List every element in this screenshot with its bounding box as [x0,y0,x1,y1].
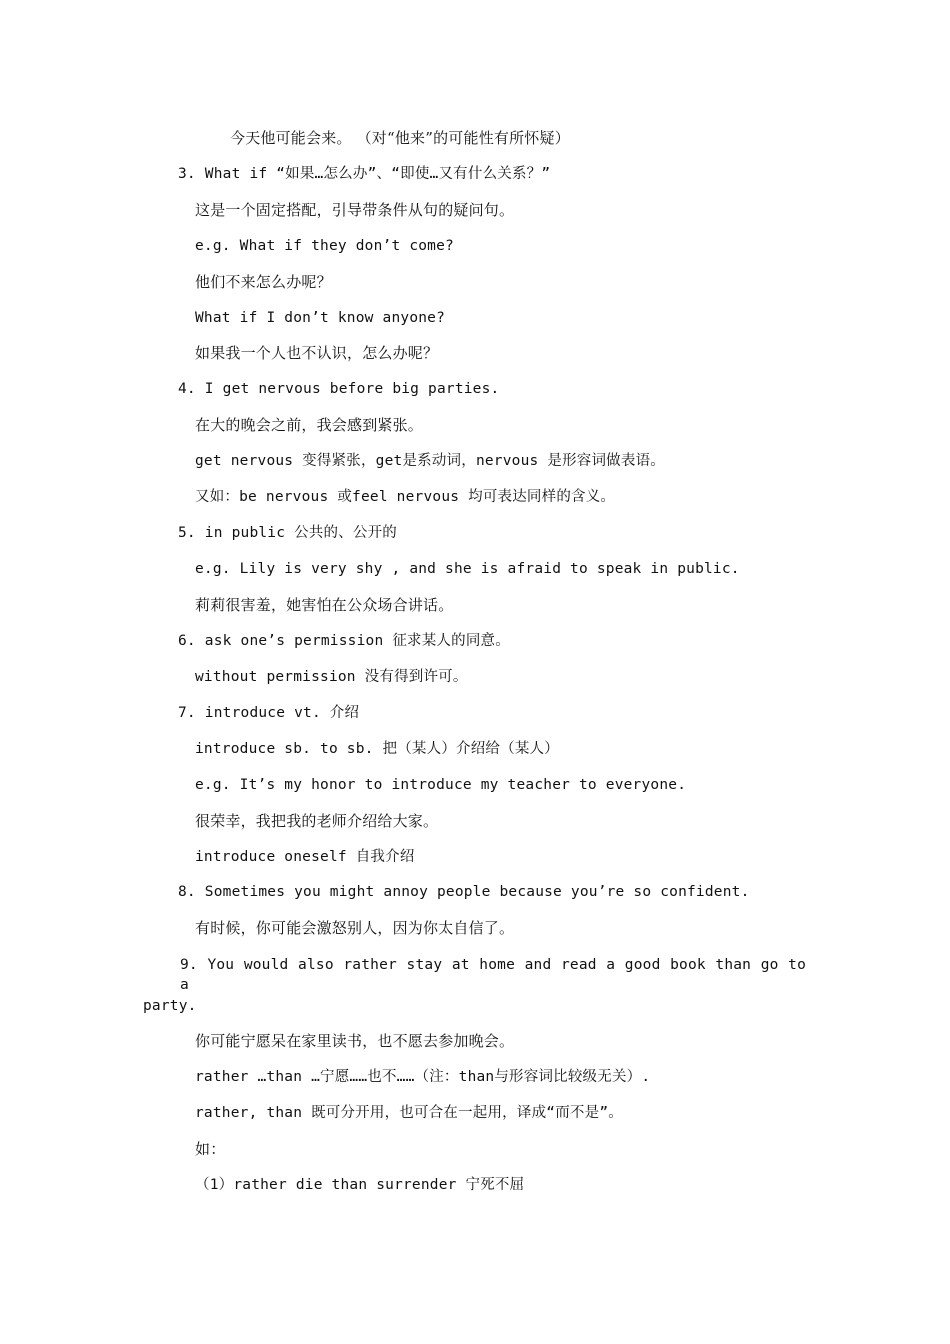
text-line: 莉莉很害羞，她害怕在公众场合讲话。 [195,596,454,614]
text-line: 有时候，你可能会激怒别人，因为你太自信了。 [195,919,515,937]
text-line: introduce sb. to sb. 把（某人）介绍给（某人） [195,741,559,757]
item-heading-5: 5. in public 公共的、公开的 [178,525,397,541]
item-heading-7: 7. introduce vt. 介绍 [178,705,360,721]
text-line: without permission 没有得到许可。 [195,669,468,685]
text-line: 你可能宁愿呆在家里读书，也不愿去参加晚会。 [195,1032,515,1050]
text-line: introduce oneself 自我介绍 [195,849,415,865]
text-line: 又如：be nervous 或feel nervous 均可表达同样的含义。 [195,489,616,505]
text-line: 很荣幸，我把我的老师介绍给大家。 [195,812,439,830]
text-line: 今天他可能会来。 （对“他来”的可能性有所怀疑） [230,129,570,147]
text-line: get nervous 变得紧张，get是系动词，nervous 是形容词做表语。 [195,453,665,469]
text-line: 如果我一个人也不认识，怎么办呢？ [195,344,439,362]
item-heading-8: 8. Sometimes you might annoy people because you’re so confident. [178,884,750,900]
text-line: rather …than …宁愿……也不……（注：than与形容词比较级无关）. [195,1069,651,1085]
example-line: e.g. It’s my honor to introduce my teacher to everyone. [195,777,687,793]
example-line: e.g. What if they don’t come? [195,238,454,254]
text-line: rather, than 既可分开用，也可合在一起用，译成“而不是”。 [195,1105,623,1121]
item-heading-9: 9. You would also rather stay at home and read a good book than go to a [180,957,806,993]
example-line: e.g. Lily is very shy , and she is afraid to speak in public. [195,561,740,577]
text-line: 这是一个固定搭配，引导带条件从句的疑问句。 [195,201,515,219]
item-heading-6: 6. ask one’s permission 征求某人的同意。 [178,633,510,649]
item-heading-3: 3. What if “如果…怎么办”、“即使…又有什么关系？” [178,166,551,182]
text-line: 在大的晚会之前，我会感到紧张。 [195,416,424,434]
item-heading-4: 4. I get nervous before big parties. [178,381,500,397]
example-line: （1）rather die than surrender 宁死不屈 [195,1177,525,1193]
example-line: What if I don’t know anyone? [195,310,446,326]
text-line: 如： [195,1140,226,1158]
text-line: party. [143,998,197,1014]
text-line: 他们不来怎么办呢？ [195,273,332,291]
